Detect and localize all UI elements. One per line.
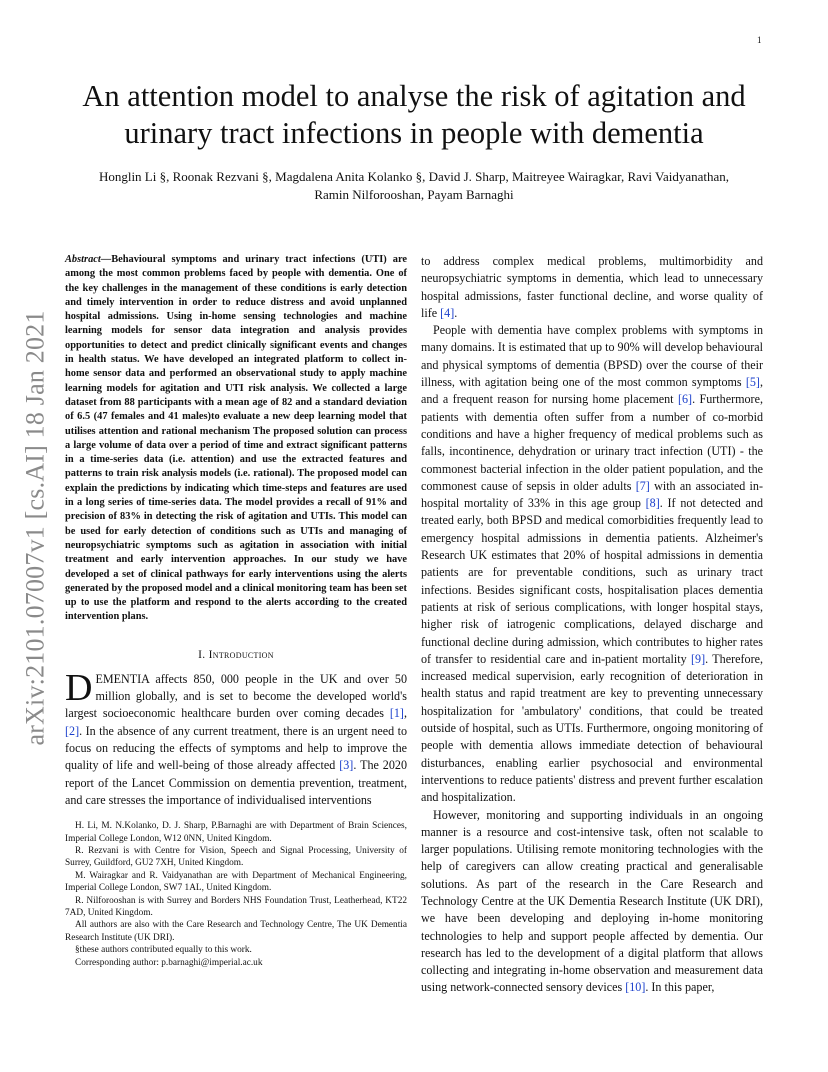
citation-link[interactable]: [4] [440, 305, 455, 320]
intro-paragraph-2 [421, 322, 763, 806]
left-column [65, 253, 407, 969]
intro-paragraph-1 [65, 666, 407, 809]
citation-link[interactable]: [2] [65, 723, 80, 738]
footnote-affiliation: M. Wairagkar and R. Vaidyanathan are with Department of Mechanical Engineering, Imperial College London, SW7 1AL, United Kingdom. [65, 870, 407, 894]
text-run: . If not detected and treated early, both BPSD and medical comorbidities frequently lead to emergency hospital admissions in dementia patients. Alzheimer's Research UK estimates that 20% of hospital admissions in dementia patients are for preventable conditions, such as urinary tract infections. Besides significant costs, hospitalisation places dementia patients at risk of serious complications, with longer hospital stays, higher risk of iatrogenic complications, delayed discharge and functional decline during admission, which contributes to higher rates of transfer to residential care and in-patient mortality [421, 496, 763, 666]
abstract-text: —Behavioural symptoms and urinary tract infections (UTI) are among the most common problems faced by people with dementia. One of the key challenges in the management of these conditions is early detection and timely intervention in order to reduce distress and avoid unplanned hospital admissions. Using in-home sensing technologies and machine learning models for sensor data integration and analysis provides opportunities to detect and predict clinically significant events and changes in health status. We have developed an integrated platform to collect in-home sensor data and performed an observational study to apply machine learning models for agitation and UTI risk analysis. We collected a large dataset from 88 participants with a mean age of 82 and a standard deviation of 6.5 (47 females and 41 males)to evaluate a new deep learning model that utilises attention and rational mechanism The proposed solution can process a large volume of data over a period of time and extract significant patterns in a time-series data (i.e. attention) and use the extracted features and patterns to train risk analysis models (i.e. rational). The proposed model can explain the predictions by indicating which time-steps and features are used in a long series of time-series data. The model provides a recall of 91% and precision of 83% in detecting the risk of agitation and UTIs. This model can be used for early detection of conditions such as UTIs and managing of neuropsychiatric symptoms such as agitation in association with initial treatment and early intervention approaches. In our study we have developed a set of clinical pathways for early interventions using the alerts generated by the proposed model and a clinical monitoring team has been set up to use the platform and respond to the alerts according to the created intervention plans. [65, 254, 407, 623]
citation-link[interactable]: [3] [339, 758, 354, 773]
text-run: People with dementia have complex problems with symptoms in many domains. It is estimated that up to 90% will develop behavioural and physical symptoms of dementia (BPSD) over the course of their illness, with agitation being one of the most common symptoms [421, 323, 763, 390]
text-run: . In this paper, [645, 980, 715, 995]
footnote-affiliation: H. Li, M. N.Kolanko, D. J. Sharp, P.Barnaghi are with Department of Brain Sciences, Imperial College London, W12 0NN, United Kingdom. [65, 821, 407, 844]
citation-link[interactable]: [8] [645, 496, 660, 511]
text-run: . In the absence of any current treatment, there is an urgent need to focus on reducing the effects of symptoms and help to improve the quality of life and well-being of those already affected [65, 723, 407, 773]
text-run: . The 2020 report of the Lancet Commission on dementia prevention, treatment, and care stresses the importance of individualised interventions [65, 758, 407, 807]
page-number: 1 [757, 35, 762, 45]
arxiv-identifier: arXiv:2101.07007v1 [cs.AI] 18 Jan 2021 [21, 309, 50, 746]
text-run: , [403, 706, 407, 721]
text-run: , and a frequent reason for nursing home placement [421, 375, 763, 407]
abstract-label: Abstract [65, 254, 101, 265]
paper-title: An attention model to analyse the risk of agitation and urinary tract infections in people with dementia [82, 79, 746, 150]
text-run: . Therefore, increased medical supervision, early recognition of deterioration in health status and rapid treatment are key to preventing unnecessary hospitalization for 'ambulatory' conditions, that could be treated outside of hospital, such as UTIs. Furthermore, ongoing monitoring of people with dementia allows immediate detection of behavioural disturbances, enabling earlier psychosocial and environmental interventions to reduce patients' distress and prevent further escalation and hospitalization. [421, 651, 763, 805]
text-run: . Furthermore, patients with dementia often suffer from a number of co-morbid conditions and have a higher frequency of medical problems such as falls, incontinence, dehydration or urinary tract infection (UTI) - the commonest bacterial infection in the older patient population, and the commonest cause of sepsis in older adults [421, 392, 763, 493]
footnote-affiliation: R. Rezvani is with Centre for Vision, Speech and Signal Processing, University of Surrey, Guildford, GU2 7XH, United Kingdom. [65, 845, 407, 869]
citation-link[interactable]: [9] [691, 651, 706, 666]
intro-paragraph-3 [421, 807, 763, 997]
footnotes [65, 820, 407, 969]
citation-link[interactable]: [5] [745, 375, 760, 390]
footnote-equal-contribution: §these authors contributed equally to this work. [75, 945, 252, 956]
text-run: . [454, 305, 458, 320]
citation-link[interactable]: [10] [625, 980, 646, 995]
text-run: However, monitoring and supporting individuals in an ongoing manner is a resource and cost-intensive task, often not scalable to larger populations. Utilising remote monitoring technologies with the help of caregivers can allow creating practical and generalisable solutions. As part of the research in the Care Research and Technology Centre at the UK Dementia Research Institute (UK DRI), we have been developing and deploying in-home monitoring technologies to help and support people affected by dementia. Our research has led to the development of a digital platform that allows collecting and integrating in-home observation and measurement data using network-connected sensory devices [421, 807, 763, 995]
citation-link[interactable]: [6] [677, 392, 693, 407]
text-run: EMENTIA affects 850, 000 people in the UK and over 50 million globally, and is set to become the developed world's largest socioeconomic healthcare burden over coming decades [65, 671, 407, 721]
right-column [421, 253, 763, 997]
author-list: Honglin Li §, Roonak Rezvani §, Magdalena Anita Kolanko §, David J. Sharp, Maitreyee Wairagkar, Ravi Vaidyanathan, Ramin Nilforooshan, Payam Barnaghi [98, 169, 730, 202]
citation-link[interactable]: [1] [389, 706, 404, 721]
drop-cap: D [65, 666, 93, 709]
citation-link[interactable]: [7] [635, 478, 650, 493]
footnote-corresponding-author: Corresponding author: p.barnaghi@imperial.ac.uk [75, 957, 263, 968]
intro-paragraph-1-continued [421, 253, 763, 322]
section-heading-introduction: I. Introduction [198, 648, 274, 661]
footnote-affiliation: R. Nilforooshan is with Surrey and Borders NHS Foundation Trust, Leatherhead, KT22 7AD, United Kingdom. [65, 895, 407, 918]
text-run: with an associated in-hospital mortality of 33% in this age group [421, 478, 763, 511]
abstract [65, 253, 407, 625]
arxiv-stamp [6, 295, 66, 760]
text-run: to address complex medical problems, multimorbidity and neuropsychiatric symptoms in dementia, which lead to unnecessary hospital admissions, faster functional decline, and worse quality of life [421, 254, 763, 320]
footnote-affiliation: All authors are also with the Care Research and Technology Centre, The UK Dementia Research Institute (UK DRI). [65, 920, 407, 943]
